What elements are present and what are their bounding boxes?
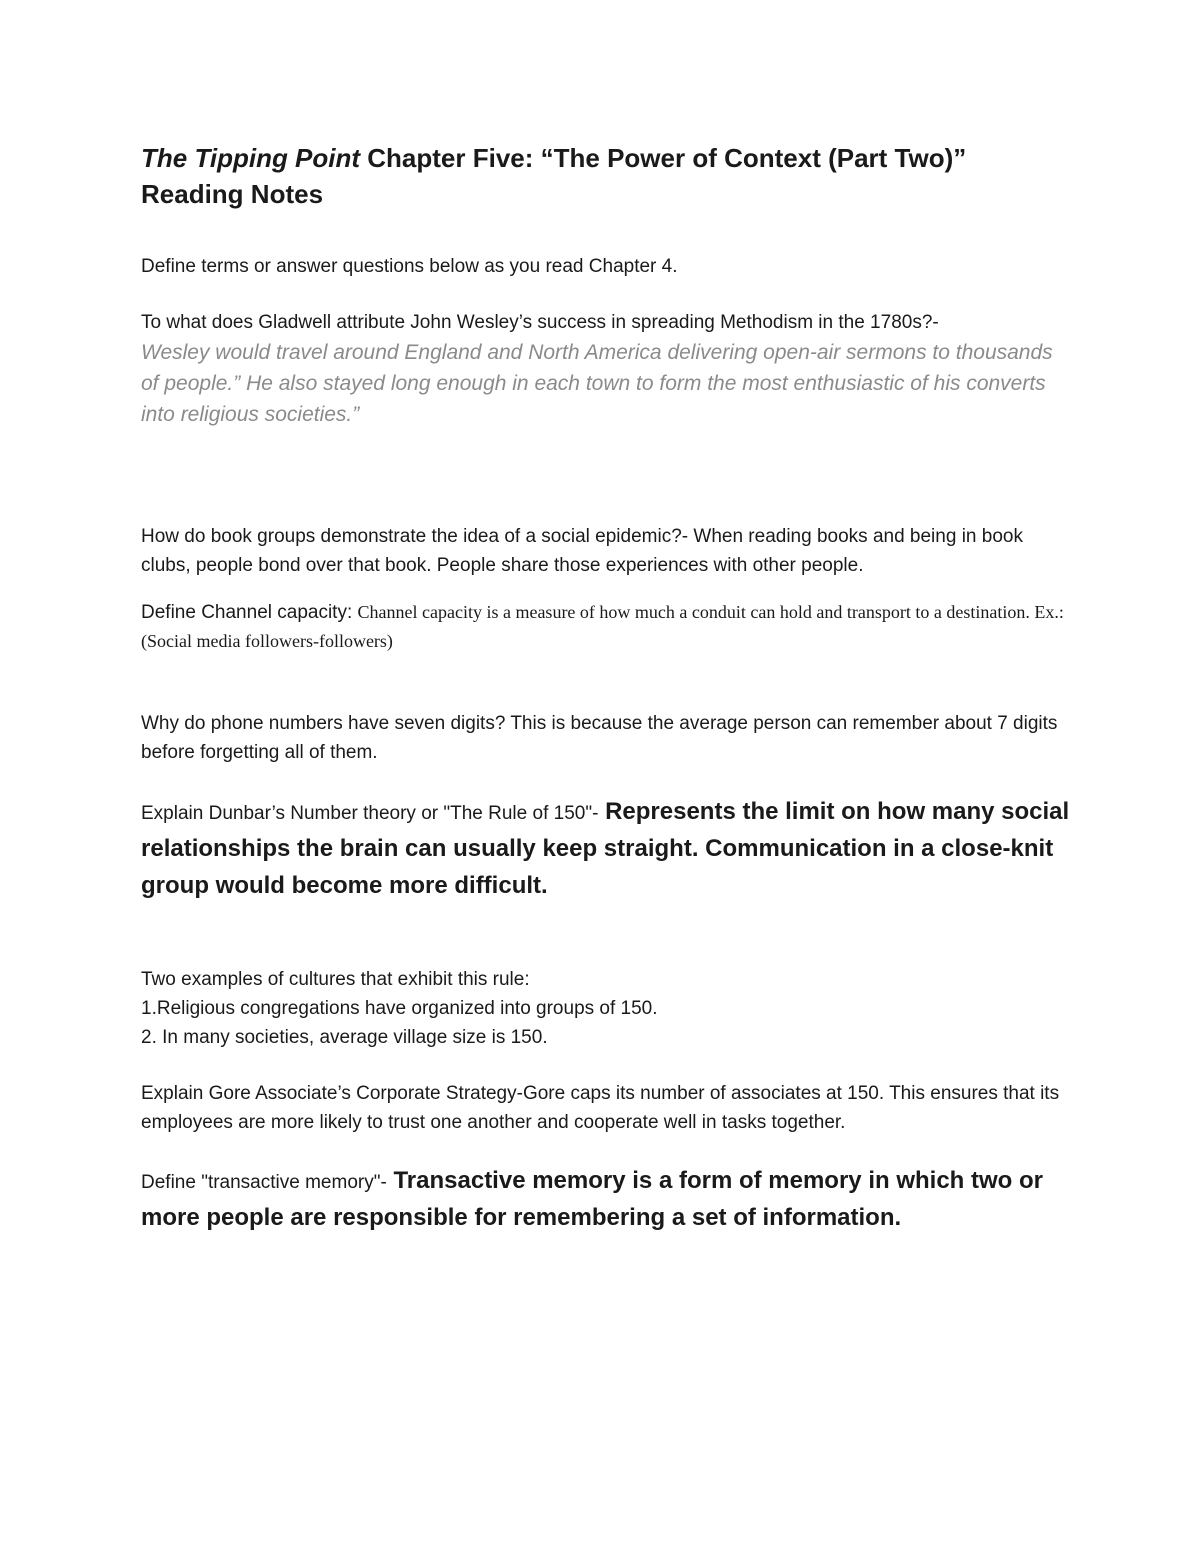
- gore-question: Explain Gore Associate’s Corporate Strategy-: [141, 1083, 523, 1104]
- book-groups-question: How do book groups demonstrate the idea of a social epidemic?-: [141, 526, 689, 547]
- book-groups-answer: When reading books and being in book clubs, people bond over that book. People share those experiences with other people.: [141, 526, 1023, 576]
- gore-section: [141, 1079, 1071, 1137]
- gore-answer: Gore caps its number of associates at 150. This ensures that its employees are more likely to trust one another and cooperate well in tasks together.: [141, 1083, 1060, 1133]
- wesley-question: To what does Gladwell attribute John Wesley’s success in spreading Methodism in the 1780s?-: [141, 312, 939, 333]
- phone-numbers-answer: This is because the average person can remember about 7 digits before forgetting all of them.: [141, 713, 1058, 763]
- dunbar-question: Explain Dunbar’s Number theory or "The Rule of 150"-: [141, 803, 599, 824]
- page-content: [141, 140, 1071, 1237]
- channel-capacity-section: [141, 598, 1071, 656]
- cultures-section: [141, 965, 1071, 1052]
- book-title: The Tipping Point: [141, 143, 361, 173]
- transactive-section: [141, 1163, 1071, 1237]
- phone-numbers-section: [141, 709, 1071, 767]
- cultures-item-2: 2. In many societies, average village size is 150.: [141, 1027, 548, 1048]
- channel-capacity-question: Define Channel capacity:: [141, 602, 358, 623]
- instructions: Define terms or answer questions below as you read Chapter 4.: [141, 256, 678, 277]
- phone-numbers-question: Why do phone numbers have seven digits?: [141, 713, 506, 734]
- page-title: [141, 140, 1071, 212]
- channel-capacity-answer: Channel capacity is a measure of how much a conduit can hold and transport to a destination. Ex.:(Social media followers-followers): [141, 602, 1064, 651]
- transactive-answer: Transactive memory is a form of memory in which two or more people are responsible for remembering a set of information.: [141, 1167, 1043, 1231]
- cultures-question: Two examples of cultures that exhibit this rule:: [141, 969, 530, 990]
- dunbar-section: [141, 794, 1071, 905]
- wesley-answer: Wesley would travel around England and North America delivering open-air sermons to thousands of people.” He also stayed long enough in each town to form the most enthusiastic of his converts into religious societies.”: [141, 341, 1053, 426]
- dunbar-answer: Represents the limit on how many social relationships the brain can usually keep straight. Communication in a close-knit group would become more difficult.: [141, 798, 1070, 899]
- cultures-item-1: 1.Religious congregations have organized into groups of 150.: [141, 998, 658, 1019]
- book-groups-section: [141, 522, 1071, 580]
- transactive-question: Define "transactive memory"-: [141, 1172, 387, 1193]
- wesley-section: [141, 308, 1071, 430]
- title-chapter: Chapter Five: “The Power of Context (Part Two)”: [360, 143, 967, 173]
- title-reading-notes: Reading Notes: [141, 179, 324, 209]
